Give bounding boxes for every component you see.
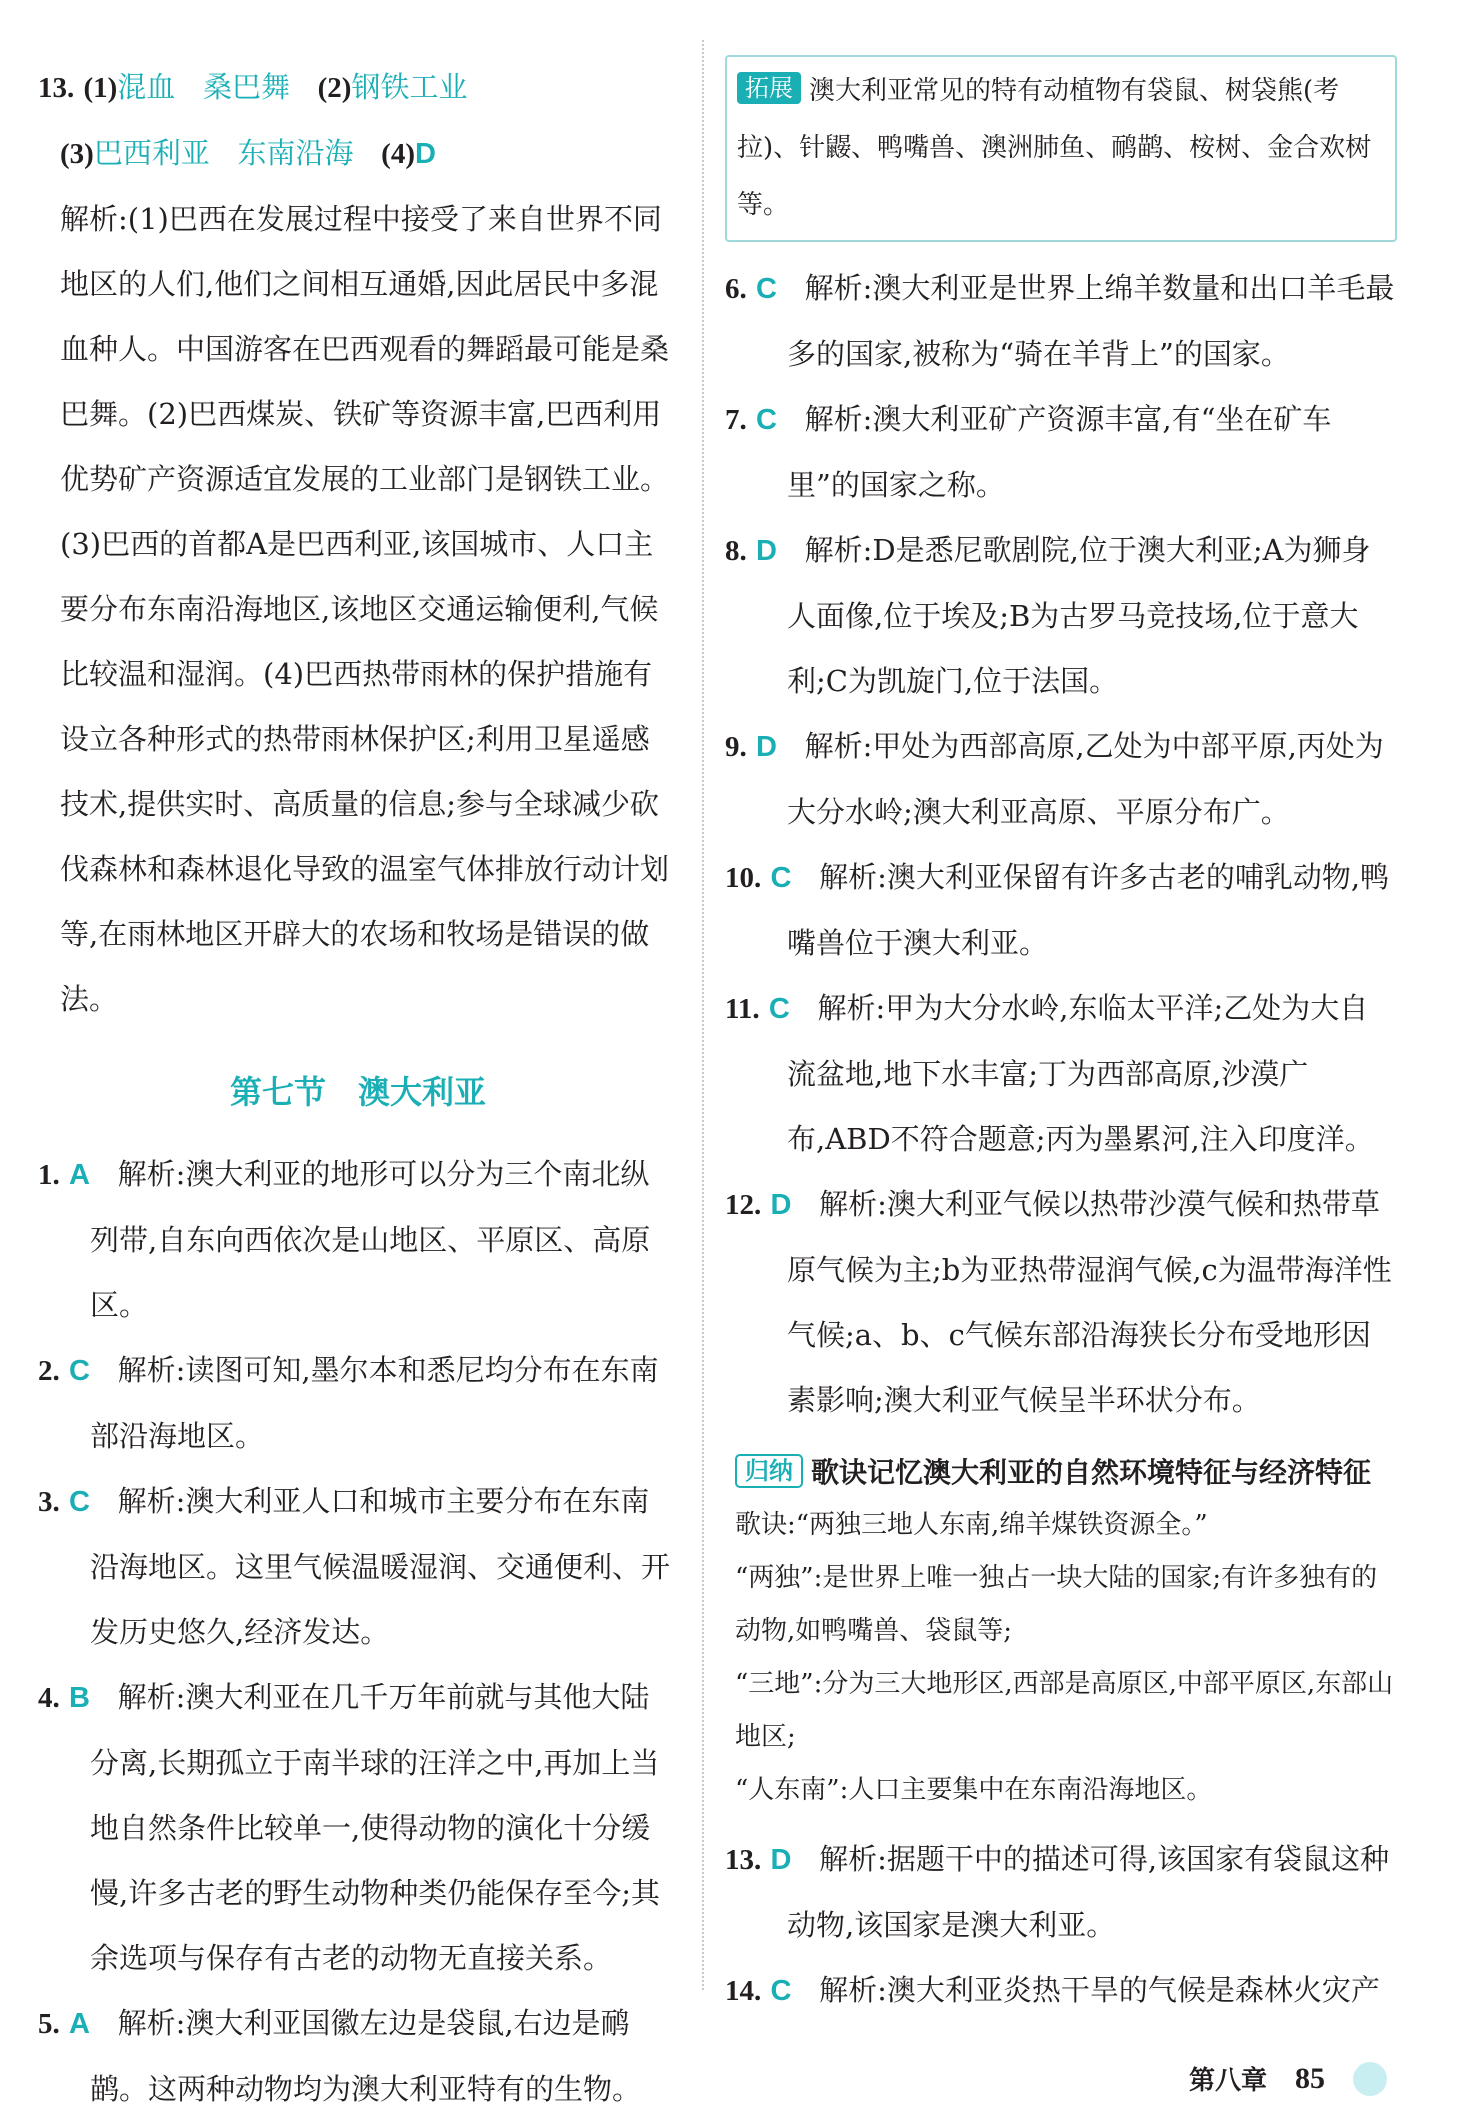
answer-letter: A [68,1159,90,1191]
answer-item: 2. C 解析:读图可知,墨尔本和悉尼均分布在东南部沿海地区。 [38,1353,659,1453]
summary-line: 歌诀:“两独三地人东南,绵羊煤铁资源全。” [735,1510,1208,1540]
answer-item: 1. A 解析:澳大利亚的地形可以分为三个南北纵列带,自东向西依次是山地区、平原区、高原区。 [38,1157,651,1322]
answer-letter: D [755,731,777,763]
extend-box [725,55,1397,242]
answer-letter: D [770,1844,792,1876]
explanation: 解析:甲为大分水岭,东临太平洋;乙处为大自流盆地,地下水丰富;丁为西部高原,沙漠广布,ABD不符合题意;丙为墨累河,注入印度洋。 [787,991,1374,1156]
page-number: 85 [1295,2061,1325,2095]
q13-explanation-2: (3)巴西的首都A是巴西利亚,该国城市、人口主要分布东南沿海地区,该地区交通运输便利,气候比较温和湿润。(4)巴西热带雨林的保护措施有设立各种形式的热带雨林保护区;利用卫星遥感技术,提供实时、高质量的信息;参与全球减少砍伐森林和森林退化导致的温室气体排放行动计划等,在雨林地区开辟大的农场和牧场是错误的做法。 [60,527,670,1016]
summary-tag: 归纳 [735,1454,803,1488]
explanation: 解析:读图可知,墨尔本和悉尼均分布在东南部沿海地区。 [90,1353,659,1453]
answer-item: 14. C 解析:澳大利亚炎热干旱的气候是森林火灾产 [725,1973,1380,2007]
explanation: 解析:澳大利亚在几千万年前就与其他大陆分离,长期孤立于南半球的汪洋之中,再加上当地自然条件比较单一,使得动物的演化十分缓慢,许多古老的野生动物种类仍能保存至今;其余选项与保存有古老的动物无直接关系。 [90,1680,660,1975]
answer-letter: C [755,273,777,305]
left-column [38,55,678,2122]
q13-answers-line1: 13. (1)混血 桑巴舞 (2)钢铁工业 [38,70,468,104]
explanation: 解析:据题干中的描述可得,该国家有袋鼠这种动物,该国家是澳大利亚。 [787,1842,1390,1942]
question-number: 13. [38,72,75,104]
right-column [725,55,1397,2024]
explanation: 解析:澳大利亚国徽左边是袋鼠,右边是鸸鹋。这两种动物均为澳大利亚特有的生物。 [90,2006,642,2106]
answer: 桑巴舞 [202,70,290,104]
answer-letter: C [770,862,792,894]
answer-item: 12. D 解析:澳大利亚气候以热带沙漠气候和热带草原气候为主;b为亚热带湿润气候,c为温带海洋性气候;a、b、c气候东部沿海狭长分布受地形因素影响;澳大利亚气候呈半环状分布。 [725,1187,1392,1417]
answer: 混血 [117,70,176,104]
explanation: 解析:澳大利亚人口和城市主要分布在东南沿海地区。这里气候温暖湿润、交通便利、开发历史悠久,经济发达。 [90,1484,671,1649]
explanation: 解析:澳大利亚保留有许多古老的哺乳动物,鸭嘴兽位于澳大利亚。 [787,860,1390,960]
chapter-label: 第八章 [1188,2066,1267,2096]
explanation: 解析:D是悉尼歌剧院,位于澳大利亚;A为狮身人面像,位于埃及;B为古罗马竞技场,位于意大利;C为凯旋门,位于法国。 [787,533,1371,698]
explanation: 解析:澳大利亚是世界上绵羊数量和出口羊毛最多的国家,被称为“骑在羊背上”的国家。 [787,271,1395,371]
answer-letter: B [68,1682,90,1714]
answer-item: 6. C 解析:澳大利亚是世界上绵羊数量和出口羊毛最多的国家,被称为“骑在羊背上”的国家。 [725,271,1395,371]
answer-item: 5. A 解析:澳大利亚国徽左边是袋鼠,右边是鸸鹋。这两种动物均为澳大利亚特有的生物。 [38,2006,642,2106]
answer: 东南沿海 [237,136,354,170]
explanation: 解析:澳大利亚的地形可以分为三个南北纵列带,自东向西依次是山地区、平原区、高原区。 [90,1157,651,1322]
summary-box [735,1447,1397,1817]
answer-item: 13. D 解析:据题干中的描述可得,该国家有袋鼠这种动物,该国家是澳大利亚。 [725,1842,1390,1942]
explanation: 解析:甲处为西部高原,乙处为中部平原,丙处为大分水岭;澳大利亚高原、平原分布广。 [787,729,1384,829]
answer-item: 11. C 解析:甲为大分水岭,东临太平洋;乙处为大自流盆地,地下水丰富;丁为西部高原,沙漠广布,ABD不符合题意;丙为墨累河,注入印度洋。 [725,991,1374,1156]
column-divider [702,40,704,1990]
answer-letter: C [68,1355,90,1387]
explanation: 解析:澳大利亚气候以热带沙漠气候和热带草原气候为主;b为亚热带湿润气候,c为温带海洋性气候;a、b、c气候东部沿海狭长分布受地形因素影响;澳大利亚气候呈半环状分布。 [787,1187,1392,1417]
extend-text: 澳大利亚常见的特有动植物有袋鼠、树袋熊(考拉)、针鼹、鸭嘴兽、澳洲肺鱼、鸸鹋、桉树、金合欢树等。 [737,76,1372,220]
answer-item: 4. B 解析:澳大利亚在几千万年前就与其他大陆分离,长期孤立于南半球的汪洋之中,再加上当地自然条件比较单一,使得动物的演化十分缓慢,许多古老的野生动物种类仍能保存至今;其余选项与保存有古老的动物无直接关系。 [38,1680,660,1975]
answer: 钢铁工业 [351,70,468,104]
answer-letter: C [770,1975,792,2007]
summary-line: “两独”:是世界上唯一独占一块大陆的国家;有许多独有的动物,如鸭嘴兽、袋鼠等; [735,1563,1378,1646]
summary-line: “三地”:分为三大地形区,西部是高原区,中部平原区,东部山地区; [735,1669,1394,1752]
extend-tag: 拓展 [737,72,801,104]
page-footer [1189,2060,1387,2097]
answer-letter: A [68,2008,90,2040]
answer-letter: C [768,993,790,1025]
answer: D [415,138,436,170]
answer-item: 7. C 解析:澳大利亚矿产资源丰富,有“坐在矿车里”的国家之称。 [725,402,1332,502]
answer: 巴西利亚 [93,136,210,170]
summary-title: 歌诀记忆澳大利亚的自然环境特征与经济特征 [811,1456,1372,1489]
page-decoration-icon [1353,2062,1387,2096]
answer-item: 9. D 解析:甲处为西部高原,乙处为中部平原,丙处为大分水岭;澳大利亚高原、平原分布广。 [725,729,1384,829]
answer-letter: D [770,1189,792,1221]
summary-line: “人东南”:人口主要集中在东南沿海地区。 [735,1775,1213,1805]
answer-item: 10. C 解析:澳大利亚保留有许多古老的哺乳动物,鸭嘴兽位于澳大利亚。 [725,860,1390,960]
q13-explanation: 解析:(1)巴西在发展过程中接受了来自世界不同地区的人们,他们之间相互通婚,因此居民中多混血种人。中国游客在巴西观看的舞蹈最可能是桑巴舞。(2)巴西煤炭、铁矿等资源丰富,巴西利用优势矿产资源适宜发展的工业部门是钢铁工业。 [60,202,670,496]
answer-item: 3. C 解析:澳大利亚人口和城市主要分布在东南沿海地区。这里气候温暖湿润、交通便利、开发历史悠久,经济发达。 [38,1484,671,1649]
answer-letter: D [755,535,777,567]
explanation: 解析:澳大利亚炎热干旱的气候是森林火灾产 [819,1973,1380,2007]
answer-item: 8. D 解析:D是悉尼歌剧院,位于澳大利亚;A为狮身人面像,位于埃及;B为古罗马竞技场,位于意大利;C为凯旋门,位于法国。 [725,533,1371,698]
q13-answers-line2: (3)巴西利亚 东南沿海 (4)D [60,136,436,170]
answer-letter: C [755,404,777,436]
answer-letter: C [68,1486,90,1518]
section-title: 第七节 澳大利亚 [229,1073,486,1111]
explanation: 解析:澳大利亚矿产资源丰富,有“坐在矿车里”的国家之称。 [787,402,1332,502]
